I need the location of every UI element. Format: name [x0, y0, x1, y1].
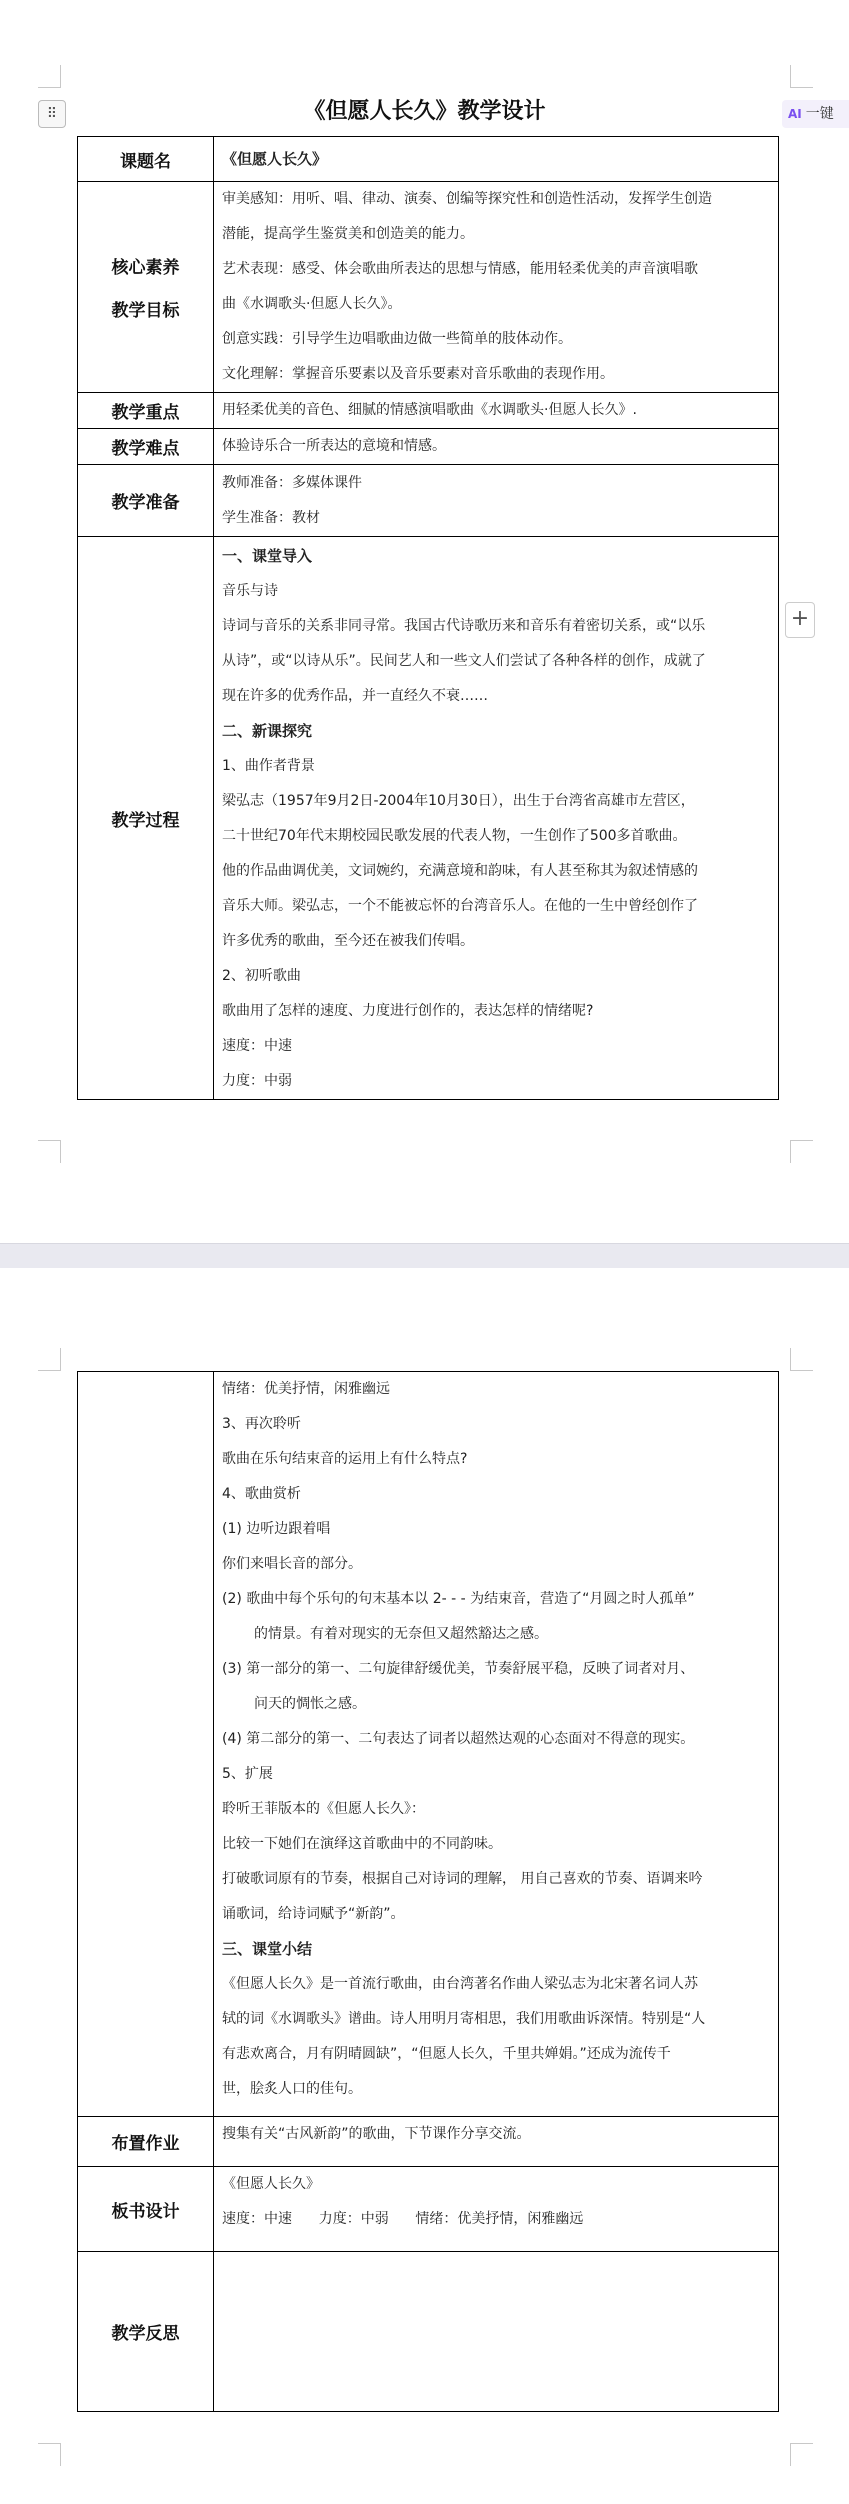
crop-mark [38, 1140, 61, 1163]
lesson-table-part-2 [77, 1371, 779, 2412]
process-line: 比较一下她们在演绎这首歌曲中的不同韵味。 [222, 1836, 502, 1852]
process-label: 教学过程 [78, 537, 214, 1100]
process-line: 1、曲作者背景 [222, 758, 315, 774]
process-line: (4) 第二部分的第一、二句表达了词者以超然达观的心态面对不得意的现实。 [222, 1731, 695, 1747]
section-heading: 一、课堂导入 [222, 547, 313, 565]
process-line: 《但愿人长久》是一首流行歌曲，由台湾著名作曲人梁弘志为北宋著名词人苏 [222, 1976, 698, 1992]
process-line: 有悲欢离合，月有阴晴圆缺”，“但愿人长久，千里共婵娟。”还成为流传千 [222, 2046, 671, 2062]
process-line: 问天的惆怅之感。 [254, 1696, 366, 1712]
crop-mark [790, 1348, 813, 1371]
row-board [78, 2167, 779, 2252]
reflection-content[interactable] [214, 2252, 779, 2412]
process-line: (3) 第一部分的第一、二句旋律舒缓优美，节奏舒展平稳，反映了词者对月、 [222, 1661, 695, 1677]
process-line: 音乐大师。梁弘志，一个不能被忘怀的台湾音乐人。在他的一生中曾经创作了 [222, 898, 698, 914]
objective-line: 艺术表现：感受、体会歌曲所表达的思想与情感，能用轻柔优美的声音演唱歌 [222, 261, 698, 277]
process-line: 轼的词《水调歌头》谱曲。诗人用明月寄相思，我们用歌曲诉深情。特别是“人 [222, 2011, 706, 2027]
crop-mark [38, 1348, 61, 1371]
preparation-line: 学生准备：教材 [222, 509, 320, 526]
section-heading: 二、新课探究 [222, 722, 313, 740]
process-line: 世，脍炙人口的佳句。 [222, 2081, 362, 2097]
objective-line: 文化理解：掌握音乐要素以及音乐要素对音乐歌曲的表现作用。 [222, 366, 614, 382]
process-content-part-2[interactable] [214, 1372, 779, 2117]
row-homework [78, 2117, 779, 2167]
process-line: 3、再次聆听 [222, 1416, 301, 1432]
course-value[interactable]: 《但愿人长久》 [214, 137, 779, 182]
section-heading: 三、课堂小结 [222, 1940, 313, 1958]
process-content-part-1[interactable] [214, 537, 779, 1100]
row-process [78, 537, 779, 1100]
process-line: 从诗”，或“以诗从乐”。民间艺人和一些文人们尝试了各种各样的创作，成就了 [222, 653, 706, 669]
page-gap [0, 1243, 849, 1270]
objectives-label [78, 182, 214, 393]
row-reflection [78, 2252, 779, 2412]
process-line: 打破歌词原有的节奏，根据自己对诗词的理解， 用自己喜欢的节奏、语调来吟 [222, 1871, 703, 1887]
board-label: 板书设计 [78, 2167, 214, 2252]
row-course [78, 137, 779, 182]
process-line: 许多优秀的歌曲，至今还在被我们传唱。 [222, 933, 474, 949]
document-page-2 [0, 1268, 849, 2504]
process-line: 梁弘志（1957年9月2日-2004年10月30日），出生于台湾省高雄市左营区， [222, 793, 695, 809]
objective-line: 潜能，提高学生鉴赏美和创造美的能力。 [222, 226, 474, 242]
objectives-label-line2: 教学目标 [111, 301, 180, 321]
process-line: 的情景。有着对现实的无奈但又超然豁达之感。 [254, 1626, 548, 1642]
difficulties-label: 教学难点 [78, 429, 214, 465]
crop-mark [38, 2443, 61, 2466]
homework-label: 布置作业 [78, 2117, 214, 2167]
process-line: 他的作品曲调优美，文词婉约，充满意境和韵味，有人甚至称其为叙述情感的 [222, 863, 698, 879]
row-objectives [78, 182, 779, 393]
reflection-label: 教学反思 [78, 2252, 214, 2412]
course-label: 课题名 [78, 137, 214, 182]
document-title: 《但愿人长久》教学设计 [303, 99, 546, 124]
crop-mark [790, 1140, 813, 1163]
drag-handle-icon[interactable]: ⠿ [38, 100, 66, 128]
process-line: 4、歌曲赏析 [222, 1486, 301, 1502]
process-line: 二十世纪70年代末期校园民歌发展的代表人物，一生创作了500多首歌曲。 [222, 828, 687, 844]
preparation-line: 教师准备：多媒体课件 [222, 474, 362, 491]
objective-line: 创意实践：引导学生边唱歌曲边做一些简单的肢体动作。 [222, 331, 572, 347]
row-difficulties [78, 429, 779, 465]
key-points-value[interactable]: 用轻柔优美的音色、细腻的情感演唱歌曲《水调歌头·但愿人长久》. [214, 393, 779, 429]
difficulties-value[interactable]: 体验诗乐合一所表达的意境和情感。 [214, 429, 779, 465]
objective-line: 审美感知：用听、唱、律动、演奏、创编等探究性和创造性活动，发挥学生创造 [222, 191, 712, 207]
ai-icon: AI [788, 107, 802, 121]
process-line: 诵歌词，给诗词赋予“新韵”。 [222, 1906, 405, 1922]
ai-button-label: 一键 [805, 106, 834, 122]
ai-one-click-button[interactable] [782, 100, 849, 128]
process-line: (2) 歌曲中每个乐句的句末基本以 2- - - 为结束音，营造了“月圆之时人孤单” [222, 1591, 695, 1607]
board-content[interactable] [214, 2167, 779, 2252]
row-preparation [78, 465, 779, 537]
process-line: 音乐与诗 [222, 583, 278, 599]
process-line: 2、初听歌曲 [222, 968, 301, 984]
crop-mark [790, 2443, 813, 2466]
process-line: 诗词与音乐的关系非同寻常。我国古代诗歌历来和音乐有着密切关系，或“以乐 [222, 618, 706, 634]
objectives-content[interactable] [214, 182, 779, 393]
process-line: 歌曲用了怎样的速度、力度进行创作的，表达怎样的情绪呢? [222, 1003, 594, 1019]
process-line: 5、扩展 [222, 1766, 273, 1782]
objective-line: 曲《水调歌头·但愿人长久》。 [222, 296, 402, 312]
process-line: (1) 边听边跟着唱 [222, 1521, 331, 1537]
crop-mark [38, 65, 61, 88]
crop-mark [790, 65, 813, 88]
homework-value[interactable]: 搜集有关“古风新韵”的歌曲，下节课作分享交流。 [214, 2117, 779, 2167]
objectives-label-line1: 核心素养 [111, 258, 180, 278]
process-line: 你们来唱长音的部分。 [222, 1556, 362, 1572]
board-line: 速度：中速 力度：中弱 情绪：优美抒情，闲雅幽远 [222, 2211, 584, 2227]
add-block-button[interactable]: + [785, 602, 815, 638]
lesson-table-part-1 [77, 136, 779, 1100]
row-process-continued [78, 1372, 779, 2117]
key-points-label: 教学重点 [78, 393, 214, 429]
document-page-1 [0, 0, 849, 1243]
preparation-label: 教学准备 [78, 465, 214, 537]
board-line: 《但愿人长久》 [222, 2176, 320, 2192]
preparation-content[interactable] [214, 465, 779, 537]
row-key-points [78, 393, 779, 429]
process-label-continued [78, 1372, 214, 2117]
process-line: 速度：中速 [222, 1038, 292, 1054]
process-line: 现在许多的优秀作品，并一直经久不衰…… [222, 688, 488, 704]
process-line: 歌曲在乐句结束音的运用上有什么特点? [222, 1451, 468, 1467]
process-line: 聆听王菲版本的《但愿人长久》： [222, 1801, 425, 1817]
process-line: 情绪：优美抒情，闲雅幽远 [222, 1381, 390, 1397]
process-line: 力度：中弱 [222, 1073, 292, 1089]
